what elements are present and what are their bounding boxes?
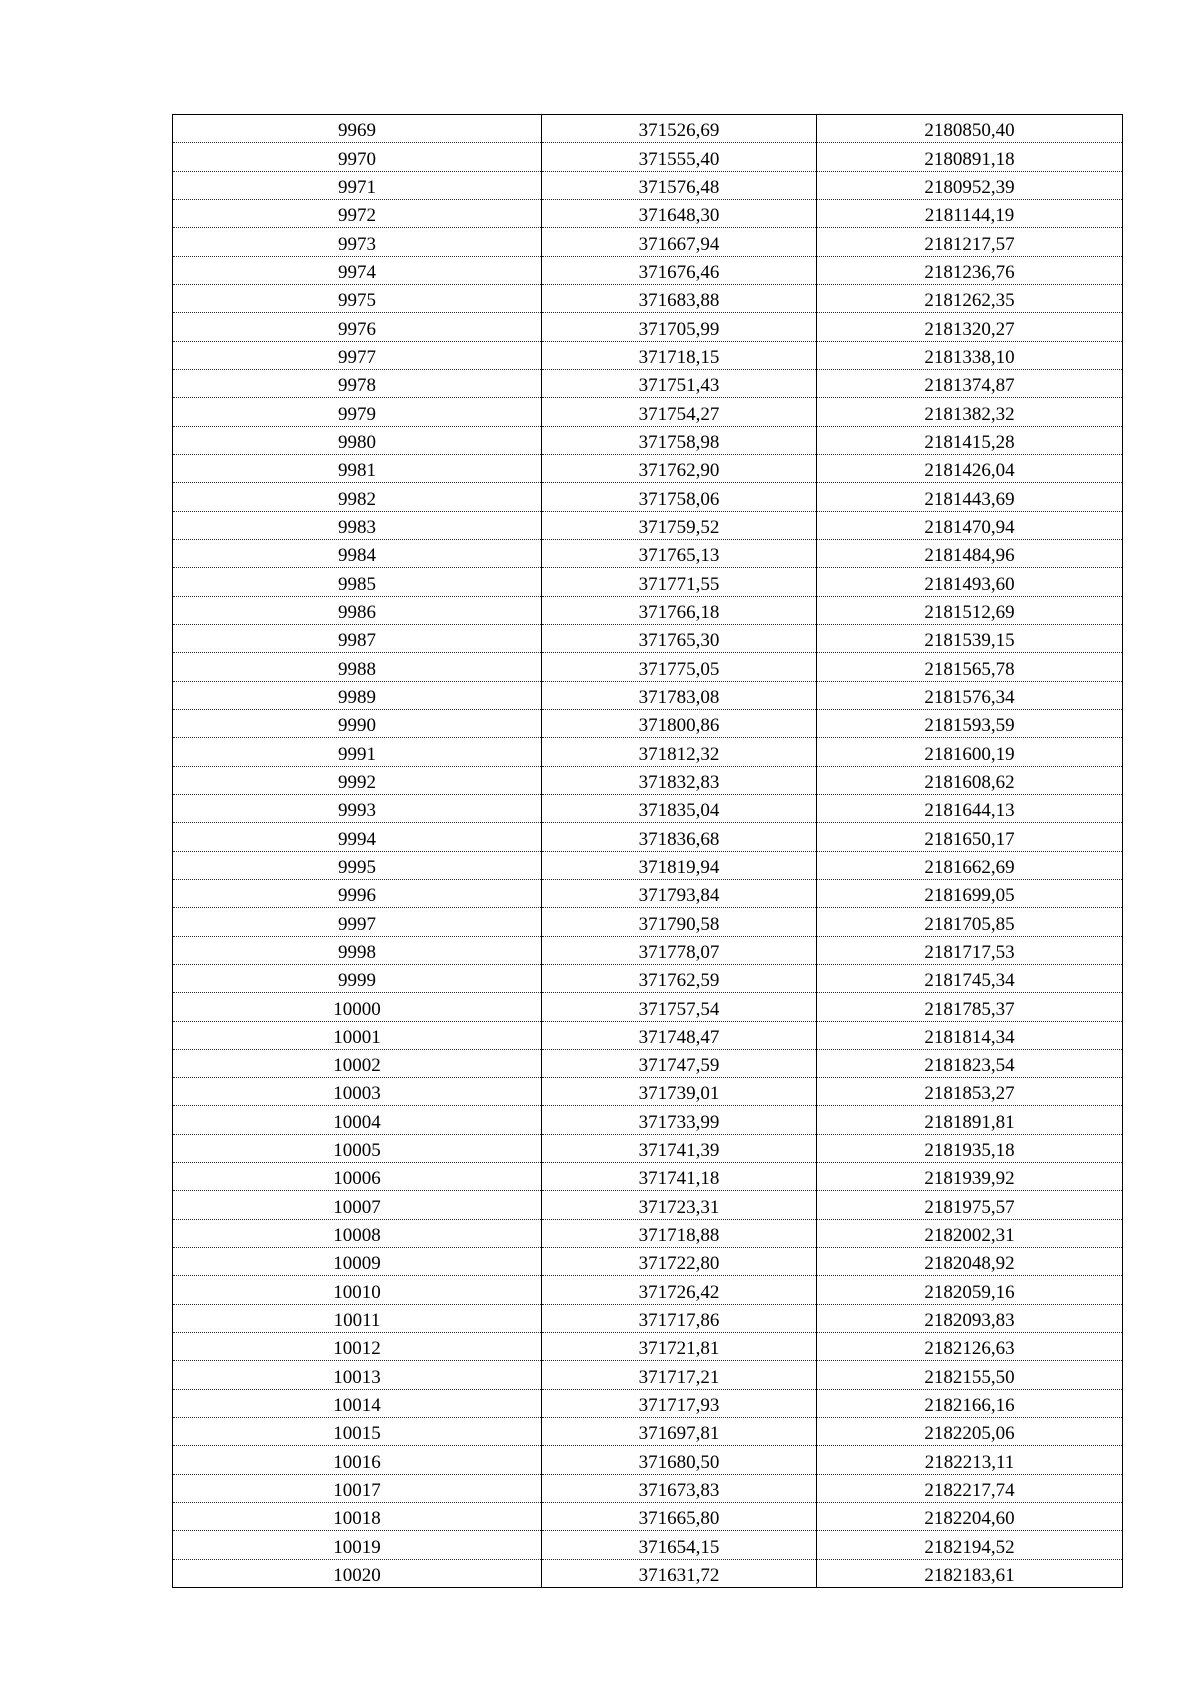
x-coordinate-cell: 371718,15 [542, 341, 817, 369]
table-row [173, 398, 1123, 426]
point-number-cell: 10017 [173, 1474, 542, 1502]
table-row [173, 1361, 1123, 1389]
table-row [173, 539, 1123, 567]
y-coordinate-cell: 2181576,34 [817, 681, 1123, 709]
y-coordinate-cell: 2181823,54 [817, 1049, 1123, 1077]
table-row [173, 454, 1123, 482]
x-coordinate-cell: 371758,06 [542, 483, 817, 511]
coordinates-table [172, 114, 1123, 1588]
x-coordinate-cell: 371759,52 [542, 511, 817, 539]
y-coordinate-cell: 2182205,06 [817, 1418, 1123, 1446]
table-row [173, 1049, 1123, 1077]
x-coordinate-cell: 371718,88 [542, 1219, 817, 1247]
table-row [173, 709, 1123, 737]
x-coordinate-cell: 371758,98 [542, 426, 817, 454]
table-row [173, 1389, 1123, 1417]
point-number-cell: 9999 [173, 964, 542, 992]
point-number-cell: 9997 [173, 908, 542, 936]
table-row [173, 993, 1123, 1021]
table-row [173, 624, 1123, 652]
x-coordinate-cell: 371654,15 [542, 1531, 817, 1559]
table-row [173, 794, 1123, 822]
y-coordinate-cell: 2181699,05 [817, 879, 1123, 907]
point-number-cell: 9980 [173, 426, 542, 454]
x-coordinate-cell: 371726,42 [542, 1276, 817, 1304]
x-coordinate-cell: 371683,88 [542, 284, 817, 312]
point-number-cell: 9983 [173, 511, 542, 539]
table-row [173, 1503, 1123, 1531]
point-number-cell: 9986 [173, 596, 542, 624]
table-row [173, 1474, 1123, 1502]
x-coordinate-cell: 371766,18 [542, 596, 817, 624]
table-row [173, 908, 1123, 936]
x-coordinate-cell: 371800,86 [542, 709, 817, 737]
point-number-cell: 9981 [173, 454, 542, 482]
point-number-cell: 10018 [173, 1503, 542, 1531]
point-number-cell: 9991 [173, 738, 542, 766]
x-coordinate-cell: 371733,99 [542, 1106, 817, 1134]
point-number-cell: 9987 [173, 624, 542, 652]
point-number-cell: 10005 [173, 1134, 542, 1162]
point-number-cell: 9989 [173, 681, 542, 709]
x-coordinate-cell: 371555,40 [542, 143, 817, 171]
table-row [173, 1304, 1123, 1332]
x-coordinate-cell: 371754,27 [542, 398, 817, 426]
table-row [173, 1531, 1123, 1559]
y-coordinate-cell: 2182002,31 [817, 1219, 1123, 1247]
y-coordinate-cell: 2181512,69 [817, 596, 1123, 624]
x-coordinate-cell: 371741,18 [542, 1163, 817, 1191]
point-number-cell: 9998 [173, 936, 542, 964]
y-coordinate-cell: 2181426,04 [817, 454, 1123, 482]
point-number-cell: 9996 [173, 879, 542, 907]
y-coordinate-cell: 2181262,35 [817, 284, 1123, 312]
x-coordinate-cell: 371762,90 [542, 454, 817, 482]
table-row [173, 1106, 1123, 1134]
y-coordinate-cell: 2182213,11 [817, 1446, 1123, 1474]
x-coordinate-cell: 371676,46 [542, 256, 817, 284]
y-coordinate-cell: 2181745,34 [817, 964, 1123, 992]
table-row [173, 1333, 1123, 1361]
table-row [173, 1078, 1123, 1106]
x-coordinate-cell: 371812,32 [542, 738, 817, 766]
point-number-cell: 9985 [173, 568, 542, 596]
x-coordinate-cell: 371762,59 [542, 964, 817, 992]
table-row [173, 115, 1123, 143]
x-coordinate-cell: 371717,93 [542, 1389, 817, 1417]
point-number-cell: 10019 [173, 1531, 542, 1559]
point-number-cell: 10002 [173, 1049, 542, 1077]
point-number-cell: 9978 [173, 369, 542, 397]
x-coordinate-cell: 371741,39 [542, 1134, 817, 1162]
x-coordinate-cell: 371765,30 [542, 624, 817, 652]
point-number-cell: 10000 [173, 993, 542, 1021]
table-row [173, 964, 1123, 992]
table-row [173, 1163, 1123, 1191]
y-coordinate-cell: 2181236,76 [817, 256, 1123, 284]
y-coordinate-cell: 2181565,78 [817, 653, 1123, 681]
point-number-cell: 10001 [173, 1021, 542, 1049]
x-coordinate-cell: 371665,80 [542, 1503, 817, 1531]
table-row [173, 1446, 1123, 1474]
table-row [173, 596, 1123, 624]
table-row [173, 143, 1123, 171]
table-row [173, 228, 1123, 256]
x-coordinate-cell: 371680,50 [542, 1446, 817, 1474]
y-coordinate-cell: 2181217,57 [817, 228, 1123, 256]
point-number-cell: 9971 [173, 171, 542, 199]
y-coordinate-cell: 2182059,16 [817, 1276, 1123, 1304]
table-row [173, 1276, 1123, 1304]
table-row [173, 1134, 1123, 1162]
table-row [173, 879, 1123, 907]
y-coordinate-cell: 2181443,69 [817, 483, 1123, 511]
table-row [173, 511, 1123, 539]
table-row [173, 1021, 1123, 1049]
x-coordinate-cell: 371723,31 [542, 1191, 817, 1219]
point-number-cell: 10004 [173, 1106, 542, 1134]
point-number-cell: 9995 [173, 851, 542, 879]
table-row [173, 681, 1123, 709]
point-number-cell: 10003 [173, 1078, 542, 1106]
x-coordinate-cell: 371778,07 [542, 936, 817, 964]
x-coordinate-cell: 371631,72 [542, 1559, 817, 1587]
point-number-cell: 9972 [173, 199, 542, 227]
y-coordinate-cell: 2181853,27 [817, 1078, 1123, 1106]
x-coordinate-cell: 371717,21 [542, 1361, 817, 1389]
point-number-cell: 9975 [173, 284, 542, 312]
table-row [173, 1219, 1123, 1247]
point-number-cell: 10012 [173, 1333, 542, 1361]
table-row [173, 936, 1123, 964]
y-coordinate-cell: 2181644,13 [817, 794, 1123, 822]
y-coordinate-cell: 2181593,59 [817, 709, 1123, 737]
x-coordinate-cell: 371673,83 [542, 1474, 817, 1502]
y-coordinate-cell: 2180850,40 [817, 115, 1123, 143]
point-number-cell: 9969 [173, 115, 542, 143]
table-row [173, 653, 1123, 681]
table-row [173, 426, 1123, 454]
x-coordinate-cell: 371765,13 [542, 539, 817, 567]
point-number-cell: 9979 [173, 398, 542, 426]
x-coordinate-cell: 371721,81 [542, 1333, 817, 1361]
y-coordinate-cell: 2182048,92 [817, 1248, 1123, 1276]
y-coordinate-cell: 2182194,52 [817, 1531, 1123, 1559]
y-coordinate-cell: 2181939,92 [817, 1163, 1123, 1191]
y-coordinate-cell: 2181470,94 [817, 511, 1123, 539]
y-coordinate-cell: 2181814,34 [817, 1021, 1123, 1049]
table-row [173, 823, 1123, 851]
y-coordinate-cell: 2181650,17 [817, 823, 1123, 851]
y-coordinate-cell: 2182126,63 [817, 1333, 1123, 1361]
table-row [173, 738, 1123, 766]
x-coordinate-cell: 371739,01 [542, 1078, 817, 1106]
point-number-cell: 10006 [173, 1163, 542, 1191]
point-number-cell: 10007 [173, 1191, 542, 1219]
table-row [173, 256, 1123, 284]
y-coordinate-cell: 2182155,50 [817, 1361, 1123, 1389]
table-row [173, 1248, 1123, 1276]
x-coordinate-cell: 371775,05 [542, 653, 817, 681]
x-coordinate-cell: 371832,83 [542, 766, 817, 794]
y-coordinate-cell: 2181539,15 [817, 624, 1123, 652]
x-coordinate-cell: 371526,69 [542, 115, 817, 143]
y-coordinate-cell: 2182204,60 [817, 1503, 1123, 1531]
y-coordinate-cell: 2181975,57 [817, 1191, 1123, 1219]
point-number-cell: 9990 [173, 709, 542, 737]
x-coordinate-cell: 371667,94 [542, 228, 817, 256]
point-number-cell: 9974 [173, 256, 542, 284]
point-number-cell: 9976 [173, 313, 542, 341]
x-coordinate-cell: 371790,58 [542, 908, 817, 936]
x-coordinate-cell: 371697,81 [542, 1418, 817, 1446]
point-number-cell: 9994 [173, 823, 542, 851]
x-coordinate-cell: 371757,54 [542, 993, 817, 1021]
x-coordinate-cell: 371751,43 [542, 369, 817, 397]
table-row [173, 313, 1123, 341]
table-row [173, 199, 1123, 227]
table-row [173, 341, 1123, 369]
y-coordinate-cell: 2181935,18 [817, 1134, 1123, 1162]
table-row [173, 284, 1123, 312]
table-row [173, 1559, 1123, 1587]
y-coordinate-cell: 2181785,37 [817, 993, 1123, 1021]
x-coordinate-cell: 371705,99 [542, 313, 817, 341]
point-number-cell: 9970 [173, 143, 542, 171]
y-coordinate-cell: 2182093,83 [817, 1304, 1123, 1332]
y-coordinate-cell: 2180952,39 [817, 171, 1123, 199]
y-coordinate-cell: 2181144,19 [817, 199, 1123, 227]
y-coordinate-cell: 2181662,69 [817, 851, 1123, 879]
y-coordinate-cell: 2180891,18 [817, 143, 1123, 171]
point-number-cell: 10009 [173, 1248, 542, 1276]
table-row [173, 568, 1123, 596]
point-number-cell: 10011 [173, 1304, 542, 1332]
table-row [173, 1191, 1123, 1219]
y-coordinate-cell: 2181374,87 [817, 369, 1123, 397]
point-number-cell: 10015 [173, 1418, 542, 1446]
point-number-cell: 10008 [173, 1219, 542, 1247]
table-row [173, 1418, 1123, 1446]
y-coordinate-cell: 2182183,61 [817, 1559, 1123, 1587]
table-row [173, 483, 1123, 511]
x-coordinate-cell: 371793,84 [542, 879, 817, 907]
table-row [173, 766, 1123, 794]
point-number-cell: 9993 [173, 794, 542, 822]
table-row [173, 851, 1123, 879]
y-coordinate-cell: 2181382,32 [817, 398, 1123, 426]
x-coordinate-cell: 371771,55 [542, 568, 817, 596]
x-coordinate-cell: 371783,08 [542, 681, 817, 709]
y-coordinate-cell: 2182166,16 [817, 1389, 1123, 1417]
coordinates-table-body [173, 115, 1123, 1588]
y-coordinate-cell: 2181705,85 [817, 908, 1123, 936]
table-row [173, 171, 1123, 199]
point-number-cell: 9984 [173, 539, 542, 567]
point-number-cell: 10014 [173, 1389, 542, 1417]
x-coordinate-cell: 371717,86 [542, 1304, 817, 1332]
point-number-cell: 9982 [173, 483, 542, 511]
x-coordinate-cell: 371722,80 [542, 1248, 817, 1276]
point-number-cell: 10013 [173, 1361, 542, 1389]
x-coordinate-cell: 371747,59 [542, 1049, 817, 1077]
y-coordinate-cell: 2181891,81 [817, 1106, 1123, 1134]
x-coordinate-cell: 371819,94 [542, 851, 817, 879]
point-number-cell: 9973 [173, 228, 542, 256]
y-coordinate-cell: 2181484,96 [817, 539, 1123, 567]
y-coordinate-cell: 2181338,10 [817, 341, 1123, 369]
point-number-cell: 10010 [173, 1276, 542, 1304]
y-coordinate-cell: 2181320,27 [817, 313, 1123, 341]
x-coordinate-cell: 371835,04 [542, 794, 817, 822]
x-coordinate-cell: 371576,48 [542, 171, 817, 199]
y-coordinate-cell: 2181717,53 [817, 936, 1123, 964]
y-coordinate-cell: 2182217,74 [817, 1474, 1123, 1502]
x-coordinate-cell: 371748,47 [542, 1021, 817, 1049]
point-number-cell: 10016 [173, 1446, 542, 1474]
y-coordinate-cell: 2181493,60 [817, 568, 1123, 596]
table-row [173, 369, 1123, 397]
x-coordinate-cell: 371648,30 [542, 199, 817, 227]
point-number-cell: 10020 [173, 1559, 542, 1587]
y-coordinate-cell: 2181608,62 [817, 766, 1123, 794]
y-coordinate-cell: 2181600,19 [817, 738, 1123, 766]
y-coordinate-cell: 2181415,28 [817, 426, 1123, 454]
point-number-cell: 9977 [173, 341, 542, 369]
x-coordinate-cell: 371836,68 [542, 823, 817, 851]
point-number-cell: 9992 [173, 766, 542, 794]
point-number-cell: 9988 [173, 653, 542, 681]
